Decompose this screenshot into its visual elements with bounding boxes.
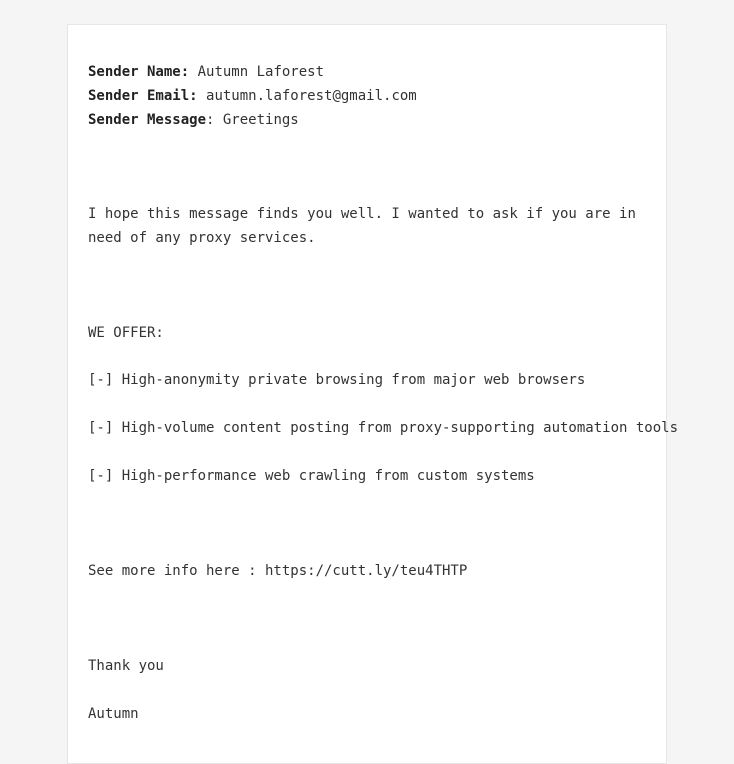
sender-email-row [88,84,650,108]
sender-name-value: Autumn Laforest [197,64,325,80]
sender-message-row [88,108,650,132]
sender-name-label: Sender Name: [88,64,190,80]
sender-details [88,60,650,132]
offer-item-3: [-] High-performance web crawling from custom systems [88,468,535,484]
sender-message-label: Sender Message [88,112,207,128]
intro-paragraph: I hope this message finds you well. I wanted to ask if you are in need of any proxy services. [88,206,636,246]
more-info-line: See more info here : https://cutt.ly/teu4THTP [88,563,468,579]
sender-email-label: Sender Email: [88,88,198,104]
message-card [67,24,679,764]
offer-item-1: [-] High-anonymity private browsing from major web browsers [88,372,586,388]
sender-name-row [88,60,650,84]
offer-item-2: [-] High-volume content posting from proxy-supporting automation tools [88,420,679,436]
thanks-line: Thank you [88,658,164,674]
offer-heading: WE OFFER: [88,325,164,341]
sender-email-value: autumn.laforest@gmail.com [206,88,417,104]
signature-line: Autumn [88,706,139,722]
sender-message-value: : Greetings [206,112,299,128]
